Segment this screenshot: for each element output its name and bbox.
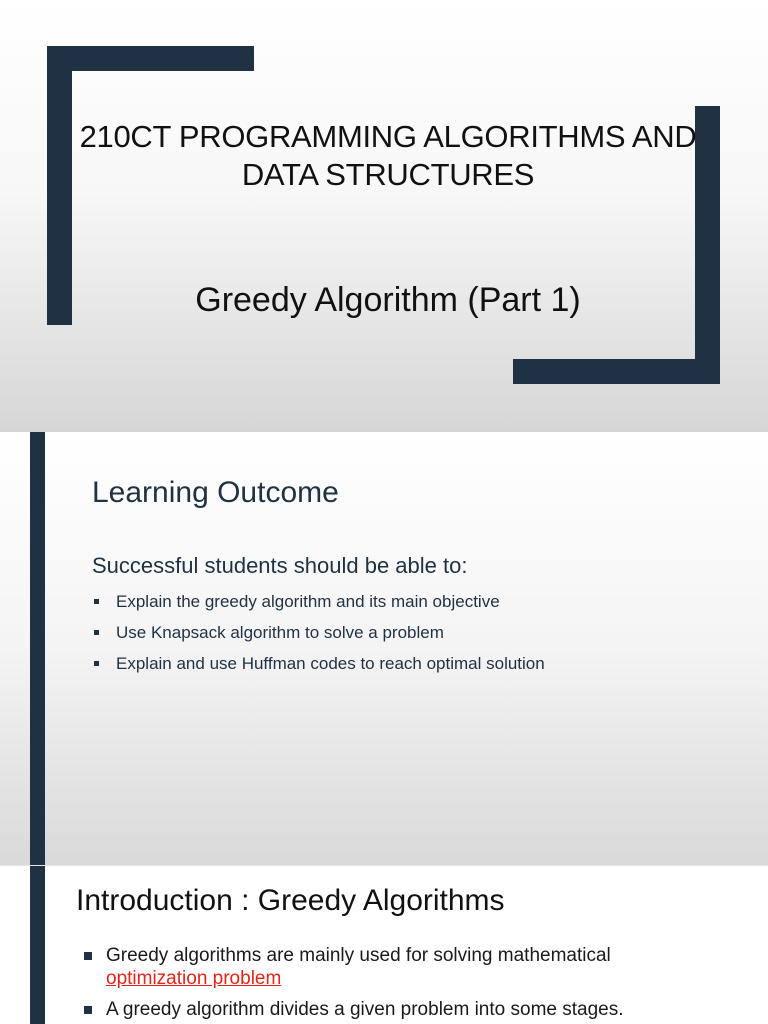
frame-bottom-right-horizontal xyxy=(513,359,720,384)
frame-top-left-horizontal xyxy=(47,46,254,71)
bullet-square-icon xyxy=(94,630,99,635)
slide-heading: Learning Outcome xyxy=(92,476,339,509)
list-item-text: Greedy algorithms are mainly used for solving mathematical xyxy=(106,945,611,966)
slide-heading: Introduction : Greedy Algorithms xyxy=(76,884,505,917)
list-item-text: Use Knapsack algorithm to solve a problem xyxy=(116,623,444,642)
list-item xyxy=(84,998,624,1021)
slide-lead-text: Successful students should be able to: xyxy=(92,553,468,578)
introduction-slide xyxy=(0,866,768,1024)
presentation-subtitle: Greedy Algorithm (Part 1) xyxy=(195,281,581,319)
list-item-text: A greedy algorithm divides a given problem into some stages. xyxy=(106,999,624,1020)
optimization-problem-link[interactable]: optimization problem xyxy=(106,968,282,989)
left-accent-bar xyxy=(30,866,45,1024)
bullet-square-icon xyxy=(94,661,99,666)
list-item xyxy=(92,621,545,652)
title-slide xyxy=(0,0,768,432)
left-accent-bar xyxy=(30,432,45,865)
title-line-1: 210CT PROGRAMMING ALGORITHMS AND xyxy=(79,119,697,154)
list-item-text: Explain and use Huffman codes to reach optimal solution xyxy=(116,654,545,673)
bullet-square-icon xyxy=(84,1006,92,1014)
presentation-title xyxy=(60,118,716,194)
list-item xyxy=(92,590,545,621)
list-item xyxy=(92,652,545,683)
bullet-square-icon xyxy=(94,599,99,604)
bullet-square-icon xyxy=(84,952,92,960)
list-item-text: Explain the greedy algorithm and its main objective xyxy=(116,592,500,611)
learning-outcome-slide xyxy=(0,432,768,865)
title-line-2: DATA STRUCTURES xyxy=(241,157,535,192)
list-item xyxy=(84,944,624,990)
outcome-list xyxy=(92,590,545,683)
intro-list xyxy=(84,944,624,1024)
